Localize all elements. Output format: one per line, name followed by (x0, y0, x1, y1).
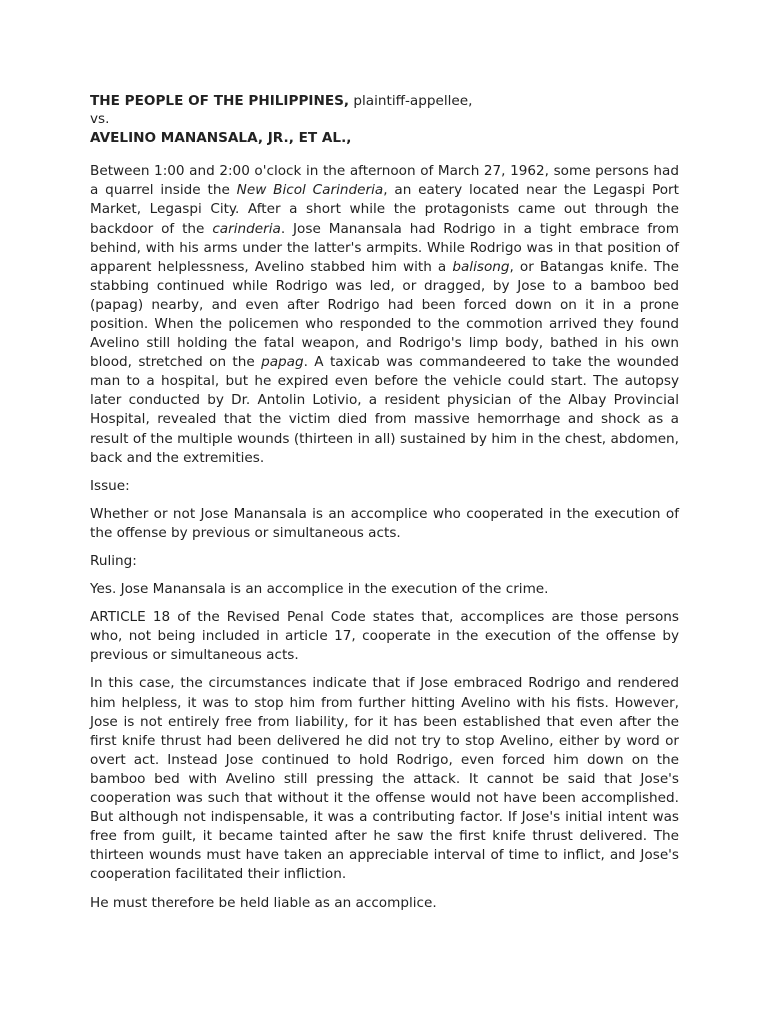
analysis-paragraph: In this case, the circumstances indicate that if Jose embraced Rodrigo and rendered him helpless, it was to stop him from further hitting Avelino with his fists. However, Jose is not entirely free from liability, for it has been established that even after the first knife thrust had been delivered he did not try to stop Avelino, either by word or overt act. Instead Jose continued to hold Rodrigo, even forced him down on the bamboo bed with Avelino still pressing the attack. It cannot be said that Jose's cooperation was such that without it the offense would not have been accomplished. But although not indispensable, it was a contributing factor. If Jose's initial intent was free from guilt, it became tainted after he saw the first knife thrust delivered. The thirteen wounds must have taken an appreciable interval of time to inflict, and Jose's cooperation facilitated their infliction. (90, 675, 679, 883)
ruling-heading: Ruling: (90, 553, 137, 569)
italic-term: papag (261, 354, 304, 371)
facts-text: , or Batangas knife. The stabbing continued while Rodrigo was led, or dragged, by Jose to a bamboo bed (papag) nearby, and even after Rodrigo had been forced down on it in a prone position. When the policemen who responded to the commotion arrived they found Avelino still holding the fatal weapon, and Rodrigo's limp body, bathed in his own blood, stretched on the (90, 258, 679, 371)
facts-text: , an eatery located near the Legaspi Port Market, Legaspi City. After a short while the protagonists came out through the backdoor of the (90, 182, 679, 237)
plaintiff-role: plaintiff-appellee, (349, 93, 473, 109)
facts-text: Between 1:00 and 2:00 o'clock in the afternoon of March 27, 1962, some persons had a quarrel inside the (90, 163, 679, 199)
article-paragraph: ARTICLE 18 of the Revised Penal Code states that, accomplices are those persons who, not being included in article 17, cooperate in the execution of the offense by previous or simultaneous acts. (90, 609, 679, 664)
italic-term: carinderia (212, 220, 281, 237)
facts-text: . Jose Manansala had Rodrigo in a tight embrace from behind, with his arms under the latter's armpits. While Rodrigo was in that position of apparent helplessness, Avelino stabbed him with a (90, 220, 679, 275)
issue-heading: Issue: (90, 477, 130, 494)
document-page (90, 92, 679, 913)
issue-paragraph: Whether or not Jose Manansala is an accomplice who cooperated in the execution of the offense by previous or simultaneous acts. (90, 505, 679, 541)
defendant-name: AVELINO MANANSALA, JR., ET AL., (90, 129, 352, 146)
defendant-line (90, 129, 679, 147)
facts-paragraph (90, 162, 679, 468)
plaintiff-line (90, 92, 679, 110)
conclusion-paragraph: He must therefore be held liable as an accomplice. (90, 894, 437, 911)
italic-term: balisong (452, 258, 510, 275)
italic-term: New Bicol Carinderia (236, 182, 384, 199)
versus-line: vs. (90, 111, 110, 128)
ruling-paragraph: Yes. Jose Manansala is an accomplice in the execution of the crime. (90, 581, 549, 598)
plaintiff-name: THE PEOPLE OF THE PHILIPPINES, (90, 93, 350, 109)
facts-text: . A taxicab was commandeered to take the wounded man to a hospital, but he expired even before the vehicle could start. The autopsy later conducted by Dr. Antolin Lotivio, a resident physician of the Albay Provincial Hospital, revealed that the victim died from massive hemorrhage and shock as a result of the multiple wounds (thirteen in all) sustained by him in the chest, abdomen, back and the extremities. (90, 354, 679, 466)
case-caption (90, 92, 679, 147)
